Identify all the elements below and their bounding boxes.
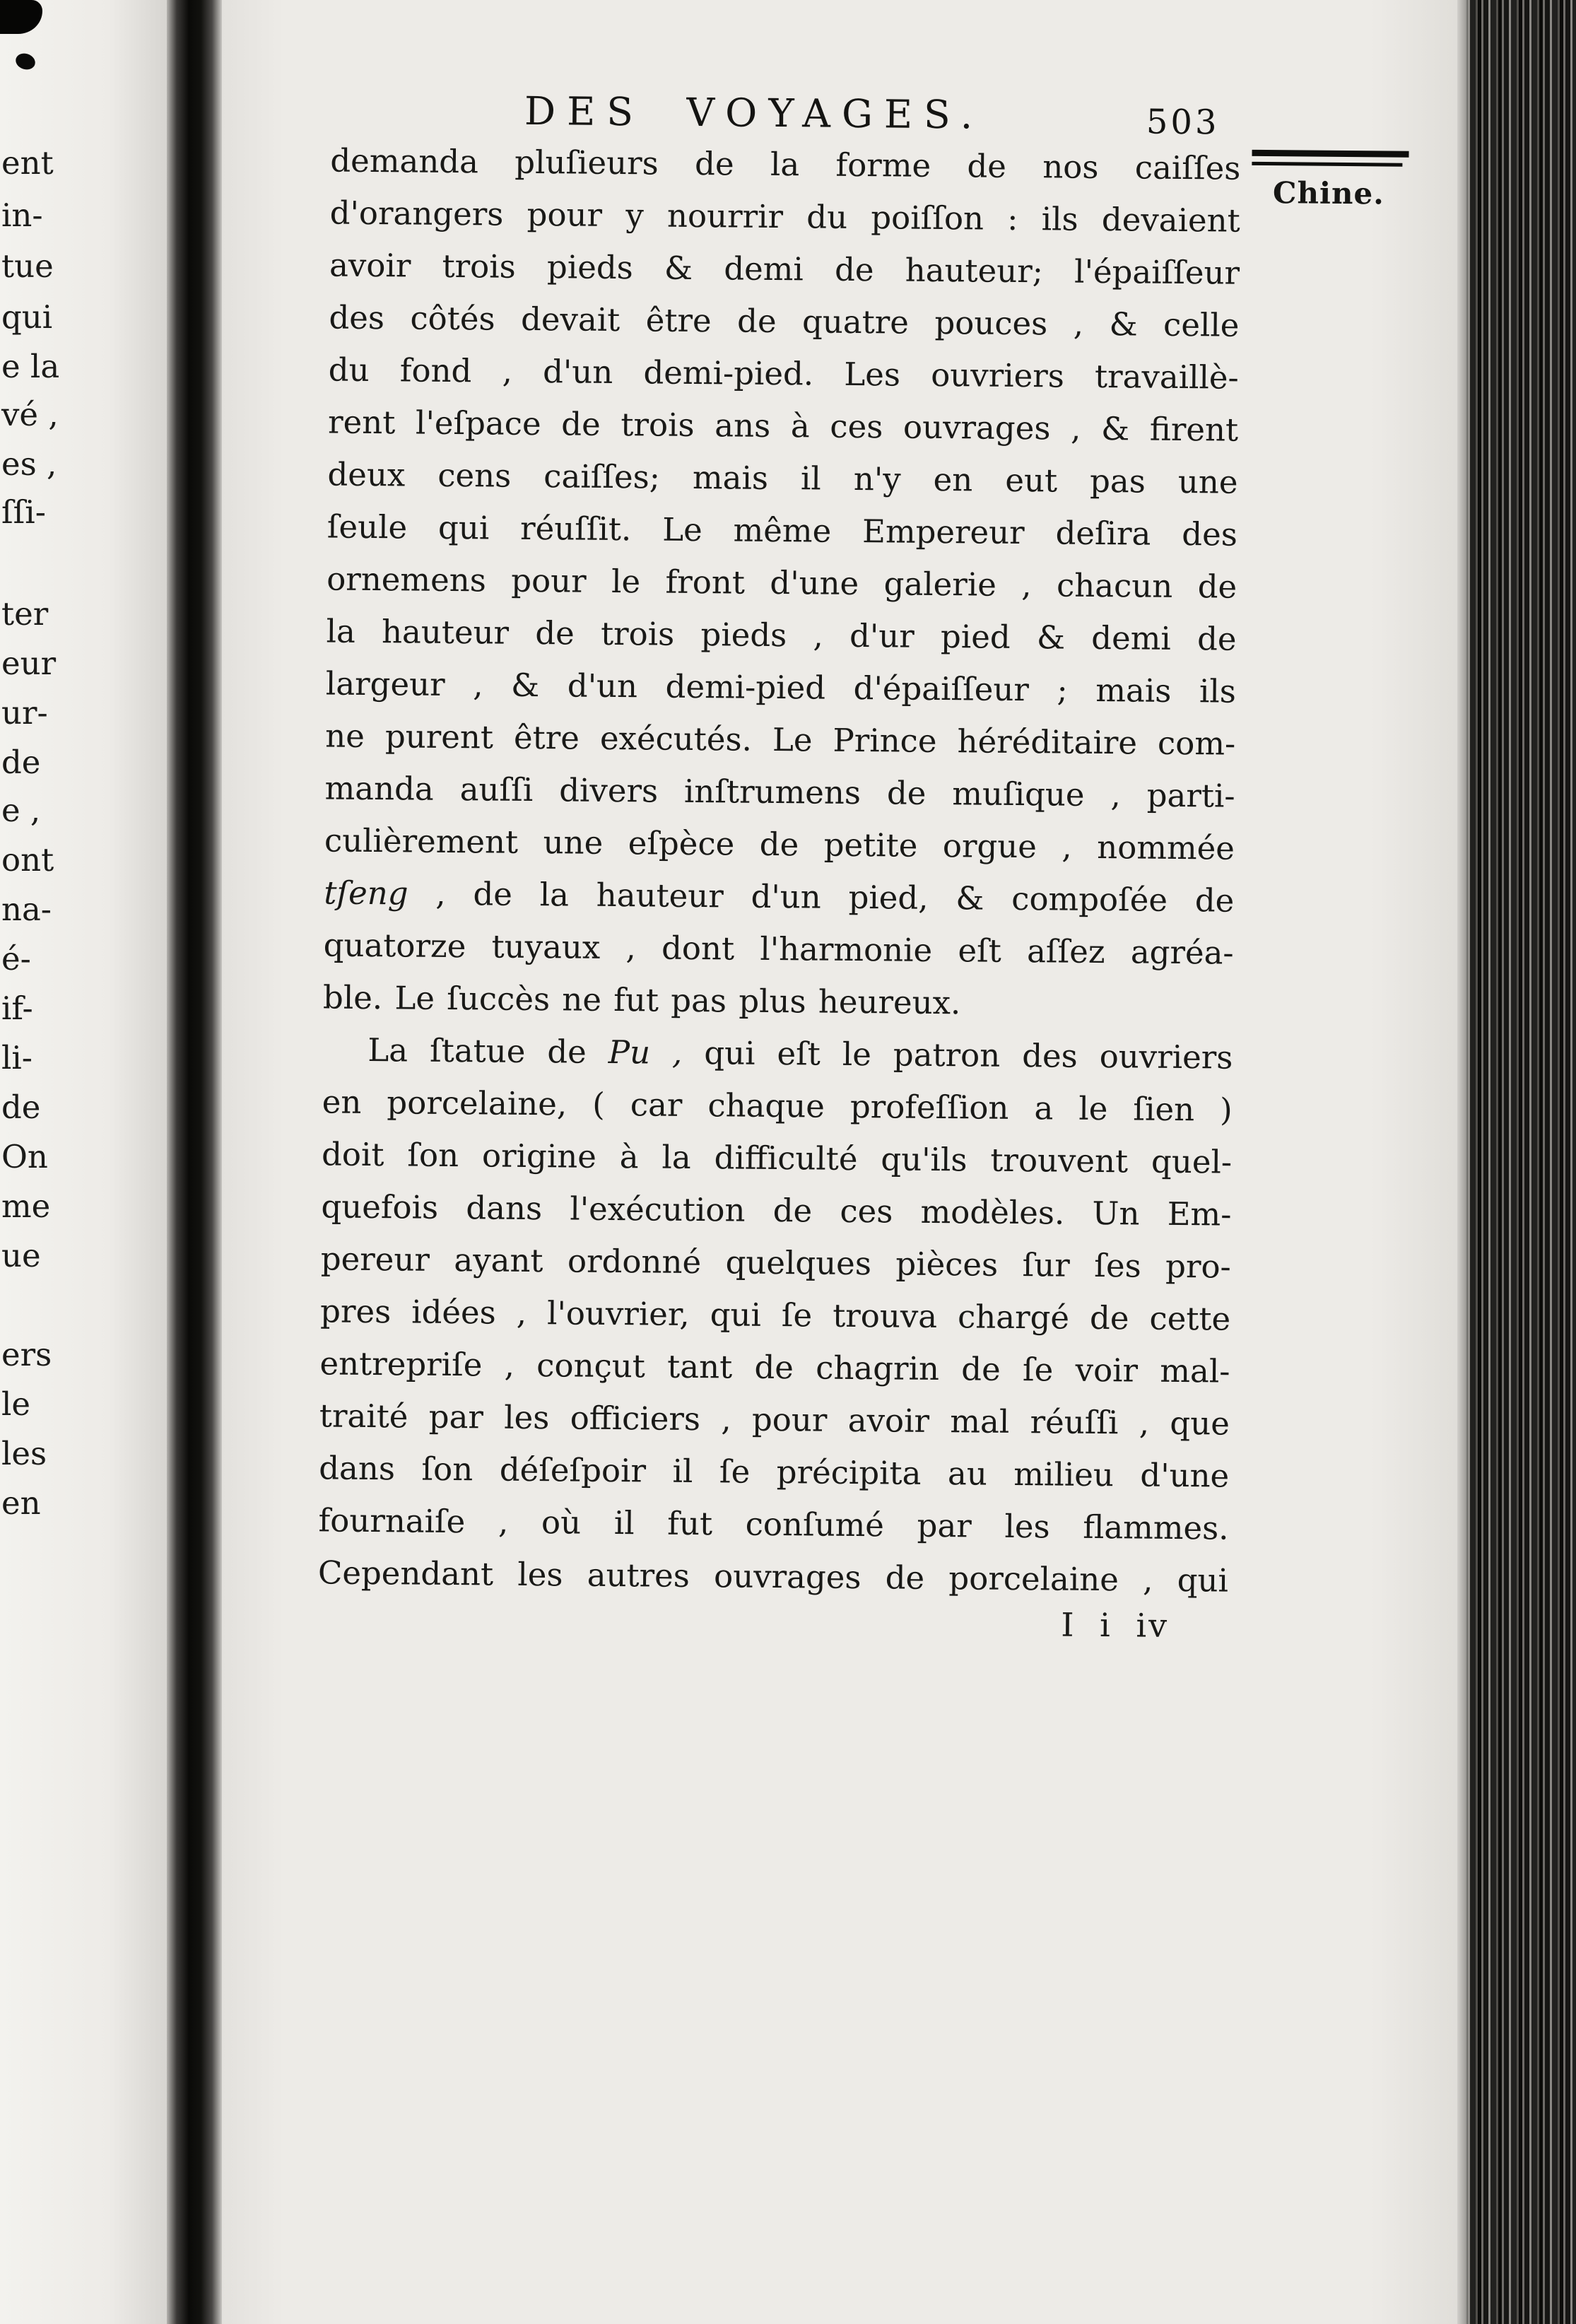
facing-page-fragment: in- [1, 196, 43, 234]
text-line: ſeule qui réuſſit. Le même Empereur deſira des [327, 507, 1238, 553]
facing-page-fragment: ent [1, 144, 54, 182]
margin-rule-thin [1252, 162, 1402, 167]
text-line: la hauteur de trois pieds , d'ur pied & demi de [326, 612, 1237, 658]
text-segment: La ſtatue de [367, 1031, 609, 1071]
text-line: doit ſon origine à la difficulté qu'ils trouvent quel- [321, 1135, 1233, 1181]
facing-page-fragment: li- [1, 1039, 33, 1076]
text-line: en porcelaine, ( car chaque profeſſion a le ſien ) [322, 1083, 1233, 1129]
signature-mark: I i iv [1061, 1605, 1170, 1645]
facing-page-fragment: qui [1, 298, 53, 336]
facing-page-fragment: e la [1, 348, 60, 385]
facing-page-fragment: é- [1, 940, 31, 978]
facing-page-fragment: ont [1, 841, 54, 879]
facing-page-fragment: de [1, 1088, 41, 1126]
text-line: fournaiſe , où il fut conſumé par les flammes. [318, 1501, 1229, 1547]
facing-page-fragment: tue [1, 247, 54, 285]
text-segment: , de la hauteur d'un pied, & compoſée de [408, 874, 1235, 920]
facing-page-fragment: ter [1, 595, 49, 633]
text-line: dans ſon déſeſpoir il ſe précipita au milieu d'une [319, 1449, 1230, 1495]
text-line: avoir trois pieds & demi de hauteur; l'épaiſſeur [329, 246, 1240, 292]
body-text [318, 134, 1241, 1607]
facing-page-fragment: ers [1, 1336, 52, 1373]
text-line: d'orangers pour y nourrir du poiſſon : ils devaient [329, 194, 1240, 240]
text-line: entrepriſe , conçut tant de chagrin de ſe voir mal- [319, 1344, 1230, 1390]
margin-note-label: Chine. [1272, 175, 1385, 211]
facing-page-fragment: if- [1, 990, 33, 1027]
text-line: du fond , d'un demi-pied. Les ouvriers travaillè- [328, 351, 1239, 397]
text-line: pres idées , l'ouvrier, qui ſe trouva chargé de cette [319, 1292, 1231, 1338]
text-line: ble. Le ſuccès ne fut pas plus heureux. [322, 978, 961, 1022]
text-line: largeur , & d'un demi-pied d'épaiſſeur ; mais ils [325, 664, 1237, 710]
text-line: ornemens pour le front d'une galerie , chacun de [326, 560, 1237, 606]
italic-word: tſeng [324, 874, 408, 912]
text-line: demanda pluſieurs de la forme de nos caiſſes [330, 141, 1241, 187]
text-segment: qui eſt le patron des ouvriers [682, 1033, 1233, 1076]
text-line: des côtés devait être de quatre pouces , & celle [329, 298, 1240, 344]
facing-page-fragment: le [1, 1385, 31, 1423]
facing-page-fragment: les [1, 1435, 47, 1472]
text-line: Cependant les autres ouvrages de porcelaine , qui [317, 1554, 1229, 1600]
text-line: quatorze tuyaux , dont l'harmonie eſt aſſez agréa- [323, 926, 1234, 972]
facing-page-fragment: vé , [1, 396, 59, 433]
text-line [324, 867, 1235, 927]
facing-page-fragment: na- [1, 891, 52, 928]
facing-page-fragment: ur- [1, 694, 48, 732]
margin-rule-thick [1252, 150, 1409, 158]
page-number: 503 [1146, 102, 1220, 143]
text-line: deux cens caiſſes; mais il n'y en eut pas une [327, 455, 1238, 501]
facing-page-fragment: ſſi- [1, 493, 46, 531]
facing-page-fragment: me [1, 1187, 51, 1225]
text-line: quefois dans l'exécution de ces modèles. Un Em- [321, 1187, 1232, 1233]
facing-page-fragment: ue [1, 1237, 41, 1274]
text-line: pereur ayant ordonné quelques pièces ſur ſes pro- [320, 1240, 1232, 1286]
text-line: rent l'eſpace de trois ans à ces ouvrages , & firent [327, 403, 1239, 449]
running-title: DES VOYAGES. [524, 88, 984, 138]
facing-page-fragment: de [1, 744, 41, 781]
facing-page-fragment: es , [1, 445, 57, 483]
margin-note [1252, 150, 1409, 211]
text-line: traité par les officiers , pour avoir mal réuſſi , que [319, 1397, 1230, 1443]
text-line: manda auſſi divers inſtrumens de muſique , parti- [324, 769, 1235, 815]
facing-page-fragment: e , [1, 792, 41, 829]
facing-page-fragment: eur [1, 645, 57, 682]
text-line: culièrement une eſpèce de petite orgue , nommée [324, 821, 1235, 867]
text-line [322, 1023, 1233, 1084]
italic-word: Pu , [608, 1033, 683, 1072]
facing-page-fragment: en [1, 1484, 41, 1522]
facing-page-fragment: On [1, 1138, 48, 1175]
text-line: ne purent être exécutés. Le Prince héréditaire com- [325, 717, 1236, 763]
